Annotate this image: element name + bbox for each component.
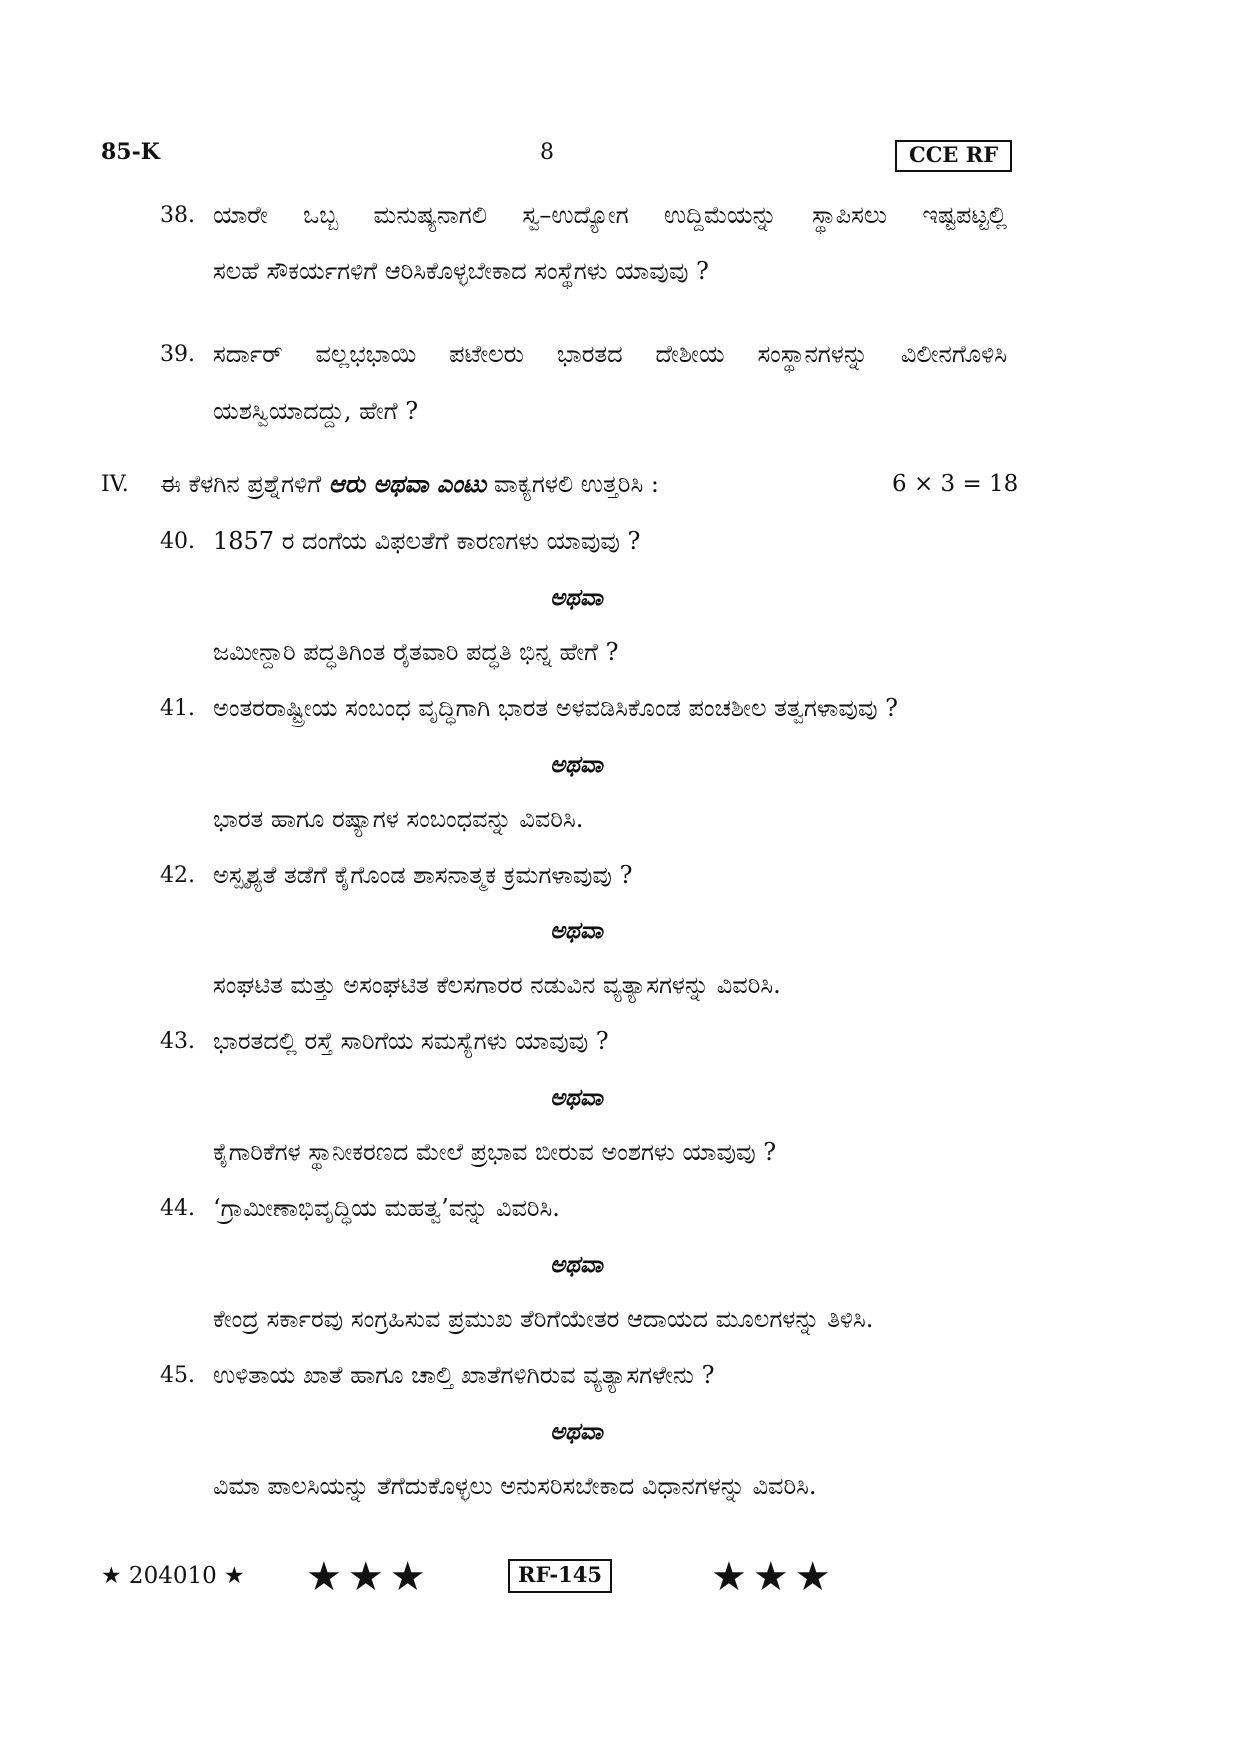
question-44: ‘ಗ್ರಾಮೀಣಾಭಿವೃದ್ಧಿಯ ಮಹತ್ವ’ವನ್ನು ವಿವರಿಸಿ. — [213, 1194, 560, 1222]
question-number: 45. — [160, 1363, 195, 1388]
question-number: 38. — [160, 203, 195, 228]
or-label: ಅಥವಾ — [550, 1251, 603, 1278]
word: ಸಂಸ್ಥಾನಗಳನ್ನು — [757, 340, 869, 368]
paper-type-box: CCE RF — [895, 140, 1012, 172]
or-label: ಅಥವಾ — [550, 751, 603, 778]
question-39-line-1 — [213, 339, 1007, 369]
word: ದೇಶೀಯ — [655, 340, 725, 368]
word: ಒಬ್ಬ — [303, 201, 339, 229]
or-label: ಅಥವಾ — [550, 584, 603, 611]
section-instruction — [160, 469, 659, 499]
word: ಸ್ಥಾಪಿಸಲು — [812, 201, 888, 229]
question-41: ಅಂತರರಾಷ್ಟ್ರೀಯ ಸಂಬಂಧ ವೃದ್ಧಿಗಾಗಿ ಭಾರತ ಅಳವಡಿಸಿಕೊಂಡ ಪಂಚಶೀಲ ತತ್ವಗಳಾವುವು ? — [213, 694, 898, 722]
question-41-alternative: ಭಾರತ ಹಾಗೂ ರಷ್ಯಾಗಳ ಸಂಬಂಧವನ್ನು ವಿವರಿಸಿ. — [213, 805, 584, 833]
word: ಸರ್ದಾರ್ — [213, 340, 283, 368]
word: ವಿಲೀನಗೊಳಿಸಿ — [900, 340, 1007, 368]
question-44-alternative: ಕೇಂದ್ರ ಸರ್ಕಾರವು ಸಂಗ್ರಹಿಸುವ ಪ್ರಮುಖ ತೆರಿಗೆಯೇತರ ಆದಾಯದ ಮೂಲಗಳನ್ನು ತಿಳಿಸಿ. — [213, 1305, 874, 1333]
or-label: ಅಥವಾ — [550, 1418, 603, 1445]
question-45-alternative: ವಿಮಾ ಪಾಲಸಿಯನ್ನು ತೆಗೆದುಕೊಳ್ಳಲು ಅನುಸರಿಸಬೇಕಾದ ವಿಧಾನಗಳನ್ನು ವಿವರಿಸಿ. — [213, 1472, 817, 1500]
question-45: ಉಳಿತಾಯ ಖಾತೆ ಹಾಗೂ ಚಾಲ್ತಿ ಖಾತೆಗಳಿಗಿರುವ ವ್ಯತ್ಯಾಸಗಳೇನು ? — [213, 1361, 715, 1389]
word: ಭಾರತದ — [556, 340, 623, 368]
or-label: ಅಥವಾ — [550, 1084, 603, 1111]
page-number: 8 — [540, 140, 554, 165]
section-roman: IV. — [101, 472, 129, 497]
star-icon-group-right: ★★★ — [711, 1554, 837, 1600]
question-43: ಭಾರತದಲ್ಲಿ ರಸ್ತೆ ಸಾರಿಗೆಯ ಸಮಸ್ಯೆಗಳು ಯಾವುವು ? — [213, 1027, 609, 1055]
word: ಉದ್ದಿಮೆಯನ್ನು — [663, 201, 777, 229]
footer-code-box: RF-145 — [508, 1559, 612, 1593]
or-label: ಅಥವಾ — [550, 917, 603, 944]
instruction-emphasis: ಆರು ಅಥವಾ ಎಂಟು — [328, 469, 487, 498]
question-43-alternative: ಕೈಗಾರಿಕೆಗಳ ಸ್ಥಾನೀಕರಣದ ಮೇಲೆ ಪ್ರಭಾವ ಬೀರುವ ಅಂಶಗಳು ಯಾವುವು ? — [213, 1138, 777, 1166]
paper-code: 85-K — [101, 139, 160, 165]
question-number: 40. — [160, 529, 195, 554]
question-number: 42. — [160, 863, 195, 888]
footer-code: ★ 204010 ★ — [101, 1563, 245, 1589]
section-marks: 6 × 3 = 18 — [892, 471, 1019, 497]
star-icon-group-left: ★★★ — [306, 1554, 432, 1600]
question-40-alternative: ಜಮೀನ್ದಾರಿ ಪದ್ಧತಿಗಿಂತ ರೈತವಾರಿ ಪದ್ಧತಿ ಭಿನ್ನ ಹೇಗೆ ? — [213, 638, 619, 666]
question-number: 39. — [160, 342, 195, 367]
word: ಸ್ವ–ಉದ್ಯೋಗ — [522, 201, 629, 229]
question-number: 41. — [160, 696, 195, 721]
word: ಇಷ್ಟಪಟ್ಟಲ್ಲಿ — [922, 201, 1007, 229]
question-number: 44. — [160, 1196, 195, 1221]
word: ವಲ್ಲಭಭಾಯಿ — [315, 340, 417, 368]
question-38-line-2: ಸಲಹೆ ಸೌಕರ್ಯಗಳಿಗೆ ಆರಿಸಿಕೊಳ್ಳಬೇಕಾದ ಸಂಸ್ಥೆಗಳು ಯಾವುವು ? — [213, 257, 709, 285]
word: ಮನುಷ್ಯನಾಗಲಿ — [373, 201, 488, 229]
instruction-text: ವಾಕ್ಯಗಳಲಿ ಉತ್ತರಿಸಿ : — [486, 470, 659, 498]
word: ಯಾರೇ — [213, 201, 268, 229]
question-number: 43. — [160, 1029, 195, 1054]
question-40: 1857 ರ ದಂಗೆಯ ವಿಫಲತೆಗೆ ಕಾರಣಗಳು ಯಾವುವು ? — [213, 527, 641, 555]
instruction-text: ಈ ಕೆಳಗಿನ ಪ್ರಶ್ನೆಗಳಿಗೆ — [160, 470, 329, 498]
word: ಪಟೇಲರು — [449, 340, 524, 368]
question-42: ಅಸ್ಪೃಶ್ಯತೆ ತಡೆಗೆ ಕೈಗೊಂಡ ಶಾಸನಾತ್ಮಕ ಕ್ರಮಗಳಾವುವು ? — [213, 861, 633, 889]
question-38-line-1 — [213, 200, 1007, 230]
question-39-line-2: ಯಶಸ್ವಿಯಾದದ್ದು, ಹೇಗೆ ? — [213, 397, 419, 425]
question-42-alternative: ಸಂಘಟಿತ ಮತ್ತು ಅಸಂಘಟಿತ ಕೆಲಸಗಾರರ ನಡುವಿನ ವ್ಯತ್ಯಾಸಗಳನ್ನು ವಿವರಿಸಿ. — [213, 971, 781, 999]
